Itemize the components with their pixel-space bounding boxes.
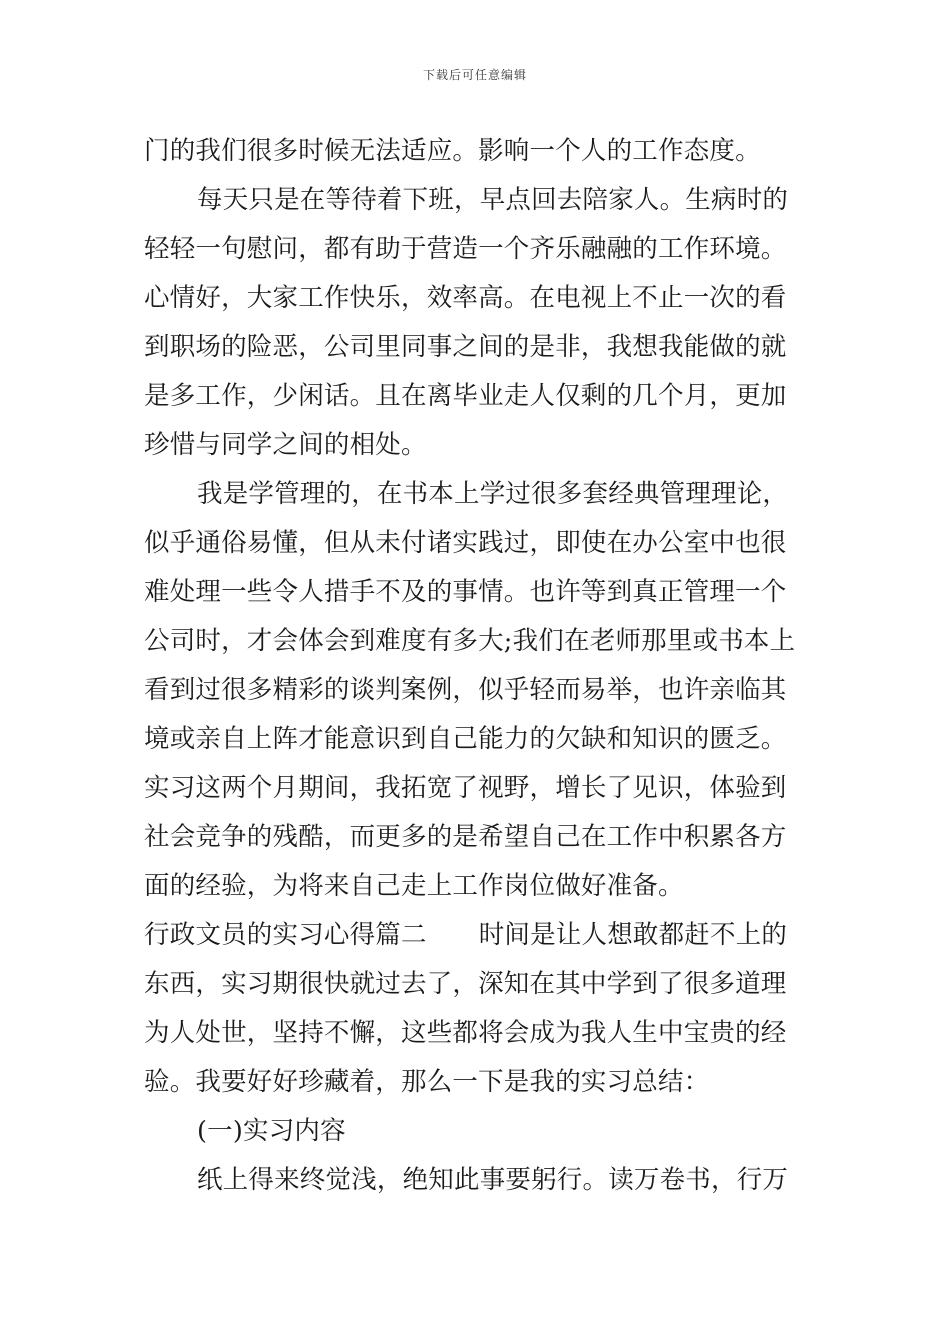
text-line: 实习这两个月期间，我拓宽了视野，增长了见识，体验到 — [144, 773, 787, 803]
text-line: 境或亲自上阵才能意识到自己能力的欠缺和知识的匮乏。 — [144, 724, 787, 754]
text-line: 为人处世，坚持不懈，这些都将会成为我人生中宝贵的经 — [144, 1018, 787, 1048]
text-line: 验。我要好好珍藏着，那么一下是我的实习总结： — [144, 1067, 710, 1097]
section-heading-line — [144, 911, 809, 960]
text-line: 珍惜与同学之间的相处。 — [144, 430, 427, 460]
text-line: 到职场的险恶，公司里同事之间的是非，我想我能做的就 — [144, 332, 787, 362]
text-line: 似乎通俗易懂，但从未付诸实践过，即使在办公室中也很 — [144, 528, 787, 558]
text-line: 东西，实习期很快就过去了，深知在其中学到了很多道理 — [144, 969, 787, 999]
text-line: 门的我们很多时候无法适应。影响一个人的工作态度。 — [144, 136, 761, 166]
section-title: 行政文员的实习心得篇二 — [144, 920, 427, 950]
text-line: 看到过很多精彩的谈判案例，似乎轻而易举，也许亲临其 — [144, 675, 787, 705]
text-line: 心情好，大家工作快乐，效率高。在电视上不止一次的看 — [144, 283, 787, 313]
text-line: 我是学管理的，在书本上学过很多套经典管理理论， — [197, 479, 789, 509]
text-line: 纸上得来终觉浅，绝知此事要躬行。读万卷书，行万 — [197, 1165, 789, 1195]
subsection-heading: (一)实习内容 — [197, 1116, 346, 1146]
document-body — [144, 127, 809, 1205]
text-line: 时间是让人想敢都赶不上的 — [478, 920, 788, 950]
text-line: 轻轻一句慰问，都有助于营造一个齐乐融融的工作环境。 — [144, 234, 787, 264]
text-line: 难处理一些令人措手不及的事情。也许等到真正管理一个 — [144, 577, 787, 607]
text-line: 社会竞争的残酷，而更多的是希望自己在工作中积累各方 — [144, 822, 787, 852]
page-header-note: 下载后可任意编辑 — [422, 68, 527, 82]
text-line: 是多工作，少闲话。且在离毕业走人仅剩的几个月，更加 — [144, 381, 787, 411]
text-line: 每天只是在等待着下班，早点回去陪家人。生病时的 — [197, 185, 789, 215]
text-line: 面的经验，为将来自己走上工作岗位做好准备。 — [144, 871, 684, 901]
text-line: 公司时，才会体会到难度有多大;我们在老师那里或书本上 — [144, 626, 796, 656]
